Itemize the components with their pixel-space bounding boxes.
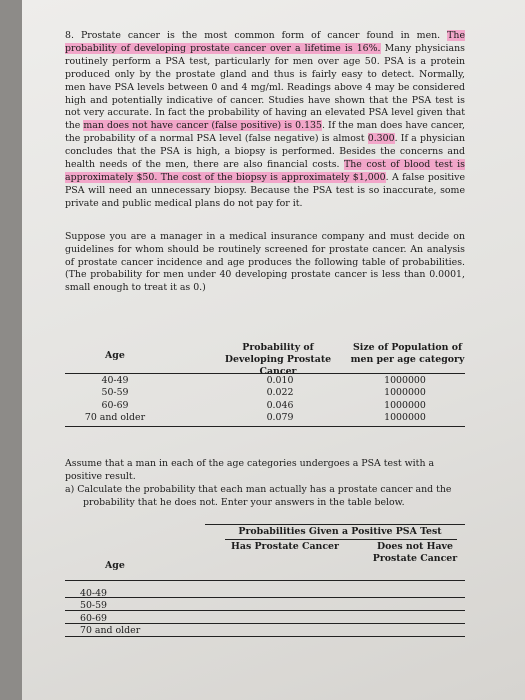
- cell-age: 40-49: [101, 375, 129, 386]
- table-row: [65, 387, 465, 399]
- cell-size: 1000000: [384, 375, 426, 386]
- header-no-cancer: Does not Have Prostate Cancer: [372, 541, 458, 564]
- answer-age-cell: 40-49: [80, 588, 108, 599]
- answer-age-cell: 50-59: [80, 600, 108, 612]
- answer-table-top-rule: [205, 524, 465, 525]
- highlight-false-negative: 0.300: [367, 133, 395, 145]
- worksheet-content: [65, 30, 465, 637]
- highlight-lifetime-probability: The probability of developing prostate cancer over a lifetime is 16%.: [65, 30, 465, 54]
- scenario-paragraph: Suppose you are a manager in a medical insurance company and must decide on guidelines for whom should be routinely screened for prostate cancer. An analysis of prostate cancer incidence and age produces the following table of probabilities. (The probability for men under 40 developing prostate cancer is less than 0.0001, small enough to treat it as 0.): [65, 230, 465, 294]
- highlight-false-positive: man does not have cancer (false positive) is 0.135: [83, 120, 322, 132]
- table-row: [65, 400, 465, 412]
- incidence-table: [65, 342, 465, 424]
- cell-probability: 0.079: [266, 412, 294, 424]
- cell-probability: 0.022: [266, 387, 294, 399]
- cell-age: 50-59: [101, 387, 129, 399]
- incidence-table-body: [65, 375, 465, 425]
- cell-age: 70 and older: [84, 412, 146, 424]
- cell-age: 60-69: [101, 399, 129, 411]
- answer-row-rule: [65, 597, 465, 598]
- assumption-text: Assume that a man in each of the age categories undergoes a PSA test with a positive result.: [65, 458, 435, 482]
- cell-size: 1000000: [384, 412, 426, 424]
- worksheet-page: [22, 0, 525, 700]
- header-has-cancer: Has Prostate Cancer: [231, 541, 339, 552]
- answer-row-rule: [65, 623, 465, 624]
- header-rule: [65, 373, 465, 374]
- cell-size: 1000000: [384, 399, 426, 411]
- answer-row-rule: [65, 636, 465, 637]
- header-population-size: Size of Population of men per age category: [350, 342, 465, 365]
- cell-size: 1000000: [384, 387, 426, 399]
- bottom-rule: [65, 426, 465, 427]
- question-block: [65, 458, 465, 510]
- intro-segment: Many physicians routinely perform a PSA test, particularly for men over age 50. PSA is a protein produced only by the prostate gland and thus is fairly easy to detect. Normally, men have PSA levels between 0 and 4 mg/ml. Readings above 4 may be considered high and potentially indicative of cancer. Studies have shown that the PSA test is not very accurate. In fact the probability of having an elevated PSA level given that the: [65, 42, 465, 132]
- answer-age-column: [80, 588, 160, 638]
- intro-segment: . If a physician concludes that the PSA is high, a biopsy is performed. Besides the concerns and health needs of the men, there are also financial costs.: [65, 133, 465, 171]
- answer-row-rule: [65, 610, 465, 611]
- header-age: Age: [105, 560, 125, 571]
- intro-segment: 8. Prostate cancer is the most common form of cancer found in men.: [65, 30, 448, 41]
- answer-age-cell: 60-69: [80, 612, 108, 624]
- answer-age-cell: 70 and older: [80, 625, 141, 637]
- header-age: Age: [105, 350, 125, 361]
- table-row: [65, 375, 465, 387]
- cell-probability: 0.010: [266, 375, 294, 386]
- intro-segment: . A false positive PSA will need an unnecessary biopsy. Because the PSA test is so inaccurate, some private and public medical plans do not pay for it.: [65, 171, 465, 209]
- cell-probability: 0.046: [266, 399, 294, 411]
- highlight-costs: The cost of blood test is approximately $50. The cost of the biopsy is approximately $1,000: [65, 159, 465, 183]
- header-underline: [225, 539, 457, 540]
- incidence-table-header: [65, 342, 465, 377]
- part-a-text: a) Calculate the probability that each man actually has a prostate cancer and the probability that he does not. Enter your answers in the table below.: [65, 483, 452, 508]
- header-positive-psa: Probabilities Given a Positive PSA Test: [238, 526, 442, 537]
- intro-segment: . If the man does have cancer, the probability of a normal PSA level (false negative) is almost: [65, 120, 465, 145]
- problem-intro: [65, 30, 465, 211]
- answer-header-rule: [65, 580, 465, 581]
- header-probability: Probability of Developing Prostate Cancer: [224, 342, 332, 377]
- table-row: [65, 412, 465, 424]
